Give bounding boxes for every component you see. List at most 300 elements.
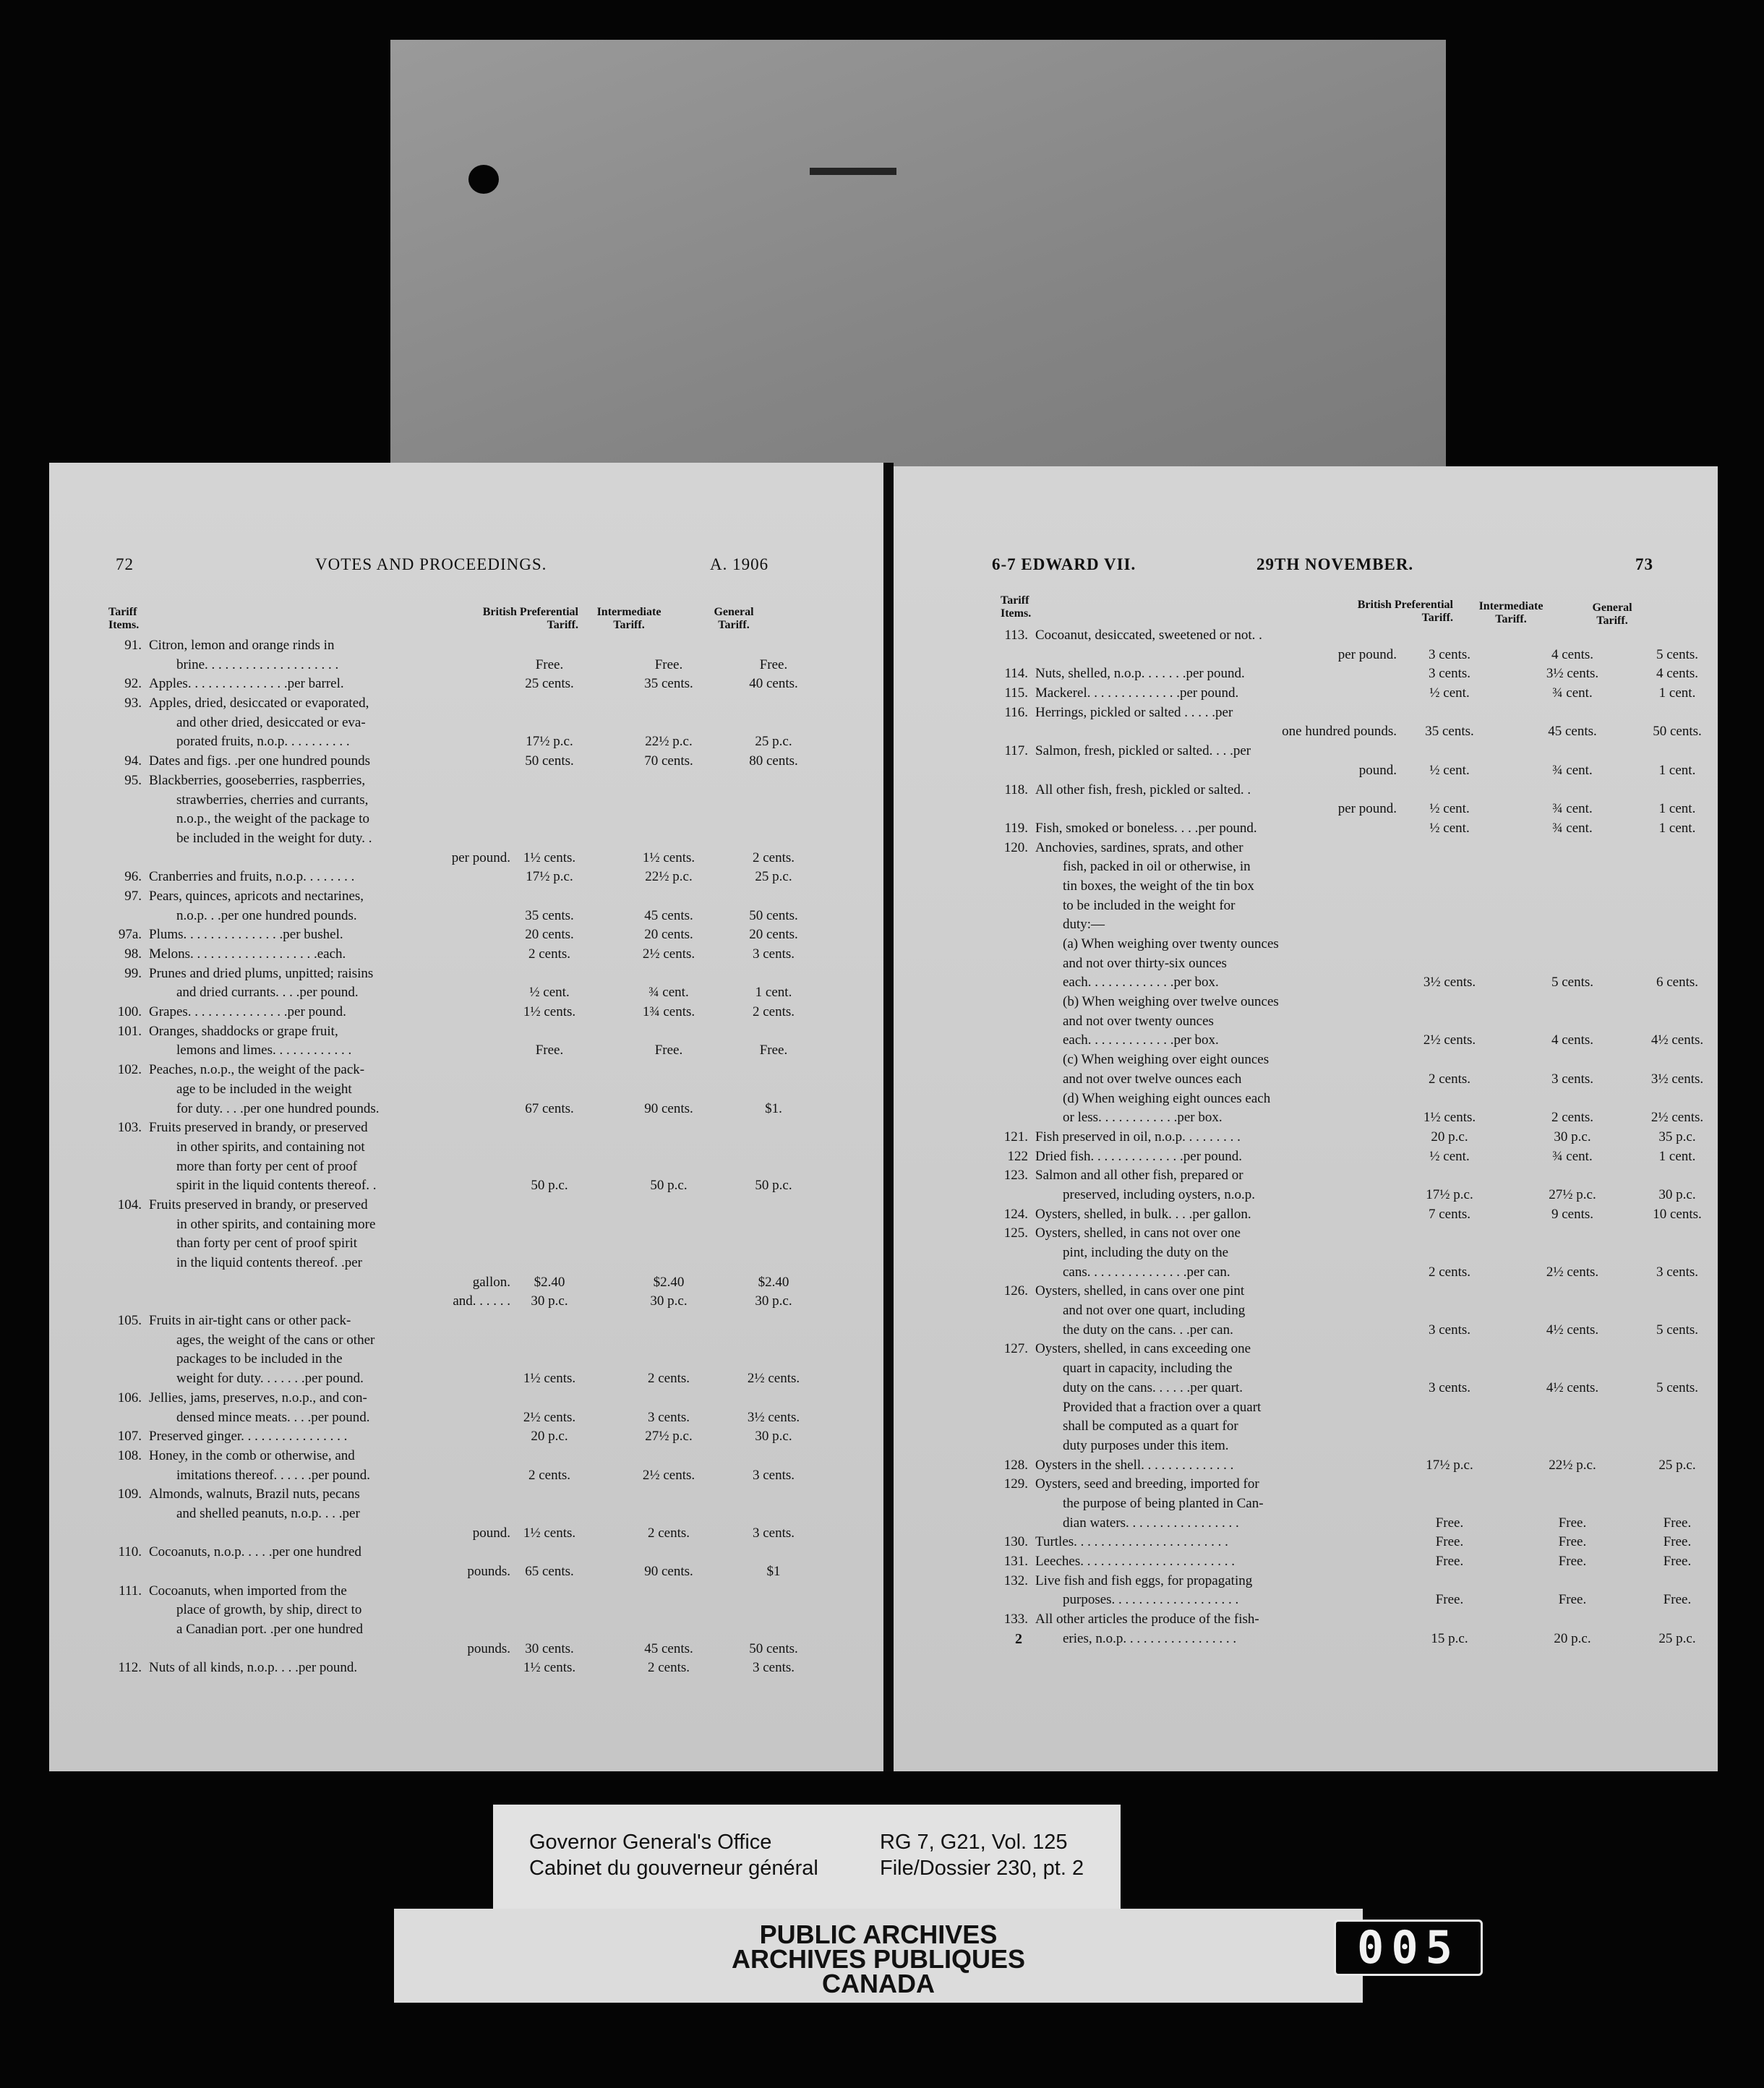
item-number: 128. — [1003, 1457, 1028, 1473]
item-description: Pears, quinces, apricots and nectarines, — [149, 888, 364, 904]
item-description: shall be computed as a quart for — [1063, 1419, 1238, 1434]
frame-counter: 005 — [1334, 1920, 1483, 1976]
item-description: each. . . . . . . . . . . . .per box. — [1063, 975, 1219, 990]
intermediate-rate: Free. — [1558, 1534, 1587, 1550]
item-description: and not over twenty ounces — [1063, 1013, 1214, 1029]
item-description: or less. . . . . . . . . . . .per box. — [1063, 1110, 1223, 1126]
british-rate: 2 cents. — [528, 946, 571, 962]
left-running-title: VOTES AND PROCEEDINGS. — [315, 555, 547, 573]
table-row — [990, 1070, 1704, 1090]
intermediate-rate: 22½ p.c. — [645, 734, 693, 750]
item-description: strawberries, cherries and currants, — [176, 792, 369, 808]
item-number: 100. — [117, 1004, 142, 1020]
item-number: 113. — [1004, 628, 1028, 643]
general-rate: 50 p.c. — [755, 1178, 792, 1194]
table-row — [990, 800, 1696, 819]
general-rate: 30 p.c. — [755, 1429, 792, 1445]
table-row — [990, 1514, 1692, 1533]
item-number: 109. — [117, 1486, 142, 1502]
intermediate-rate: ¾ cent. — [1552, 1148, 1593, 1164]
british-rate: 17½ p.c. — [1426, 1186, 1473, 1202]
table-row — [990, 1224, 1663, 1244]
item-description: All other fish, fresh, pickled or salted. . — [1035, 782, 1251, 797]
item-number: 106. — [117, 1390, 142, 1405]
item-number: 112. — [118, 1660, 142, 1676]
general-rate: 5 cents. — [1656, 1379, 1699, 1395]
item-description: and not over one quart, including — [1063, 1303, 1246, 1319]
general-rate: 2½ cents. — [747, 1371, 800, 1387]
table-row — [101, 1466, 795, 1486]
item-description: Nuts of all kinds, n.o.p. . . .per pound. — [149, 1660, 358, 1676]
british-rate: 2 cents. — [1428, 1264, 1471, 1280]
table-row — [990, 1610, 1663, 1630]
item-description: Oysters, shelled, in cans exceeding one — [1035, 1341, 1251, 1357]
item-description: Cocoanuts, when imported from the — [149, 1583, 347, 1599]
item-description: Fruits preserved in brandy, or preserved — [149, 1197, 368, 1212]
item-number: 132. — [1003, 1573, 1028, 1588]
item-number: 101. — [117, 1023, 142, 1039]
table-row — [990, 915, 1663, 935]
right-running-title: 6-7 EDWARD VII. — [992, 555, 1136, 573]
item-description: purposes. . . . . . . . . . . . . . . . . . . — [1063, 1592, 1239, 1608]
table-row — [101, 1158, 781, 1177]
item-number: 98. — [124, 946, 142, 962]
intermediate-rate: 45 cents. — [644, 1640, 693, 1656]
item-description: gallon. — [472, 1274, 510, 1290]
right-col-items: Tariff Items. — [1001, 594, 1032, 620]
item-description: pound. — [472, 1525, 510, 1541]
general-rate: 2 cents. — [752, 850, 795, 865]
general-rate: 50 cents. — [1653, 724, 1702, 740]
british-rate: 25 cents. — [525, 676, 574, 692]
general-rate: 3 cents. — [752, 946, 795, 962]
item-number: 93. — [124, 696, 142, 711]
item-description: densed mince meats. . . .per pound. — [176, 1409, 370, 1425]
table-row — [101, 887, 781, 907]
table-row — [101, 636, 781, 656]
item-description: Fish, smoked or boneless. . . .per pound. — [1035, 820, 1257, 836]
general-rate: Free. — [1663, 1554, 1692, 1569]
item-description: Salmon, fresh, pickled or salted. . . .per — [1035, 743, 1251, 759]
table-row — [990, 684, 1696, 703]
table-row — [101, 675, 798, 694]
table-row — [990, 1456, 1696, 1476]
table-row — [101, 1100, 781, 1119]
british-rate: 1½ cents. — [523, 1004, 576, 1020]
table-row — [990, 897, 1663, 916]
item-description: Cocoanut, desiccated, sweetened or not. . — [1035, 628, 1262, 643]
item-number: 104. — [117, 1197, 142, 1212]
signature-mark: 2 — [1015, 1631, 1022, 1647]
general-rate: 40 cents. — [749, 676, 798, 692]
table-row — [101, 1118, 781, 1138]
general-rate: $1 — [766, 1564, 781, 1579]
item-number: 120. — [1003, 839, 1028, 855]
general-rate: 3 cents. — [752, 1660, 795, 1676]
left-col-intermediate: Intermediate Tariff. — [596, 606, 662, 631]
item-number: 127. — [1003, 1341, 1028, 1357]
table-row — [990, 1398, 1663, 1418]
british-rate: ½ cent. — [1429, 762, 1470, 778]
item-description: Fruits preserved in brandy, or preserved — [149, 1120, 368, 1136]
general-rate: 6 cents. — [1656, 975, 1699, 990]
item-description: more than forty per cent of proof — [176, 1158, 358, 1174]
british-rate: 30 p.c. — [531, 1293, 568, 1309]
item-description: and dried currants. . . .per pound. — [176, 985, 359, 1001]
punch-hole — [468, 165, 499, 194]
archives-stamp — [394, 1909, 1363, 2003]
table-row — [101, 1138, 781, 1158]
item-number: 97a. — [118, 927, 142, 943]
general-rate: 1 cent. — [1658, 1148, 1696, 1164]
item-description: the duty on the cans. . .per can. — [1063, 1322, 1233, 1338]
item-description: and other dried, desiccated or eva- — [176, 714, 366, 730]
stamp-line-3: CANADA — [822, 1969, 935, 1998]
table-row — [101, 656, 788, 675]
table-row — [101, 1061, 781, 1080]
ink-mark — [810, 168, 896, 175]
intermediate-rate: 70 cents. — [644, 753, 693, 769]
item-description: imitations thereof. . . . . .per pound. — [176, 1467, 371, 1483]
item-description: per pound. — [1337, 646, 1397, 662]
table-row — [101, 1350, 781, 1369]
british-rate: 20 p.c. — [1431, 1129, 1468, 1144]
british-rate: 17½ p.c. — [1426, 1457, 1473, 1473]
item-description: Peaches, n.o.p., the weight of the pack- — [149, 1062, 365, 1078]
item-description: Oysters, seed and breeding, imported for — [1035, 1476, 1259, 1492]
item-number: 122 — [1007, 1148, 1028, 1164]
table-row — [101, 1505, 781, 1524]
general-rate: 2½ cents. — [1650, 1110, 1704, 1126]
left-year: A. 1906 — [710, 555, 769, 573]
general-rate: Free. — [1663, 1515, 1692, 1531]
intermediate-rate: 4 cents. — [1551, 646, 1594, 662]
intermediate-rate: 27½ p.c. — [1549, 1186, 1596, 1202]
item-description: duty:— — [1063, 917, 1105, 933]
table-row — [990, 839, 1663, 858]
table-row — [101, 810, 781, 829]
table-row — [990, 954, 1663, 974]
table-row — [990, 722, 1702, 742]
general-rate: 50 cents. — [749, 907, 798, 923]
item-description: and shelled peanuts, n.o.p. . . .per — [176, 1505, 360, 1521]
item-description: to be included in the weight for — [1063, 897, 1236, 913]
item-number: 114. — [1004, 666, 1028, 682]
item-number: 130. — [1003, 1534, 1028, 1550]
british-rate: 3 cents. — [1428, 1379, 1471, 1395]
table-row — [990, 973, 1699, 993]
item-description: Nuts, shelled, n.o.p. . . . . . .per pound. — [1035, 666, 1245, 682]
general-rate: 1 cent. — [755, 985, 792, 1001]
item-number: 105. — [117, 1313, 142, 1329]
item-number: 108. — [117, 1447, 142, 1463]
british-rate: ½ cent. — [1429, 1148, 1470, 1164]
item-number: 129. — [1003, 1476, 1028, 1492]
table-row — [990, 935, 1663, 954]
table-row — [990, 1552, 1692, 1572]
general-rate: 2 cents. — [752, 1004, 795, 1020]
item-number: 96. — [124, 869, 142, 885]
british-rate: 1½ cents. — [523, 850, 576, 865]
table-row — [990, 857, 1663, 877]
table-row — [101, 829, 781, 849]
british-rate: 3 cents. — [1428, 1322, 1471, 1338]
table-row — [990, 761, 1696, 781]
table-row — [101, 1273, 789, 1293]
table-row — [101, 849, 795, 868]
table-row — [101, 1254, 781, 1273]
table-row — [101, 1080, 781, 1100]
item-number: 97. — [124, 888, 142, 904]
table-row — [990, 1359, 1663, 1379]
item-description: cans. . . . . . . . . . . . . . .per can. — [1063, 1264, 1230, 1280]
page-gutter — [883, 463, 894, 1771]
item-description: Citron, lemon and orange rinds in — [149, 638, 335, 653]
general-rate: Free. — [759, 656, 788, 672]
table-row — [990, 1533, 1692, 1552]
british-rate: 1½ cents. — [523, 1371, 576, 1387]
item-description: All other articles the produce of the fish- — [1035, 1612, 1259, 1627]
table-row — [990, 1630, 1696, 1649]
item-description: Herrings, pickled or salted . . . . .per — [1035, 704, 1233, 720]
general-rate: 4½ cents. — [1650, 1032, 1704, 1048]
item-description: Apples. . . . . . . . . . . . . . .per barrel. — [149, 676, 344, 692]
item-description: and. . . . . . — [453, 1293, 510, 1309]
table-row — [990, 703, 1663, 723]
table-row — [990, 1244, 1663, 1263]
general-rate: 3 cents. — [752, 1525, 795, 1541]
intermediate-rate: ¾ cent. — [1552, 762, 1593, 778]
general-rate: 3½ cents. — [1650, 1071, 1704, 1087]
table-row — [101, 1408, 800, 1428]
intermediate-rate: 3 cents. — [1551, 1071, 1594, 1087]
item-number: 116. — [1004, 704, 1028, 720]
table-row — [990, 1379, 1699, 1398]
british-rate: 2 cents. — [1428, 1071, 1471, 1087]
item-description: Fish preserved in oil, n.o.p. . . . . . . . . — [1035, 1129, 1241, 1144]
table-row — [101, 1601, 781, 1620]
item-number: 133. — [1003, 1612, 1028, 1627]
item-description: (c) When weighing over eight ounces — [1063, 1052, 1270, 1068]
british-rate: Free. — [535, 656, 564, 672]
british-rate: 1½ cents. — [1423, 1110, 1476, 1126]
intermediate-rate: Free. — [1558, 1554, 1587, 1569]
table-row — [990, 1128, 1696, 1147]
item-description: (d) When weighing eight ounces each — [1063, 1090, 1271, 1106]
general-rate: Free. — [759, 1043, 788, 1058]
table-row — [101, 694, 781, 714]
british-rate: 67 cents. — [525, 1100, 574, 1116]
intermediate-rate: 2½ cents. — [1546, 1264, 1599, 1280]
general-rate: Free. — [1663, 1534, 1692, 1550]
british-rate: 3 cents. — [1428, 646, 1471, 662]
general-rate: 1 cent. — [1658, 685, 1696, 701]
item-description: (b) When weighing over twelve ounces — [1063, 994, 1279, 1010]
british-rate: 2 cents. — [528, 1467, 571, 1483]
general-rate: 3½ cents. — [747, 1409, 800, 1425]
item-number: 119. — [1004, 820, 1028, 836]
item-description: in other spirits, and containing not — [176, 1139, 365, 1155]
british-rate: ½ cent. — [1429, 685, 1470, 701]
intermediate-rate: 3 cents. — [647, 1409, 690, 1425]
table-row — [990, 1051, 1663, 1070]
general-rate: 5 cents. — [1656, 1322, 1699, 1338]
intermediate-rate: Free. — [654, 1043, 683, 1058]
item-description: n.o.p., the weight of the package to — [176, 811, 369, 827]
item-description: Mackerel. . . . . . . . . . . . . .per pound. — [1035, 685, 1239, 701]
item-description: in other spirits, and containing more — [176, 1216, 376, 1232]
archive-reference-label — [493, 1805, 1121, 1913]
british-rate: Free. — [1435, 1534, 1464, 1550]
item-number: 103. — [117, 1120, 142, 1136]
intermediate-rate: 4 cents. — [1551, 1032, 1594, 1048]
table-row — [990, 1263, 1699, 1283]
general-rate: 80 cents. — [749, 753, 798, 769]
intermediate-rate: Free. — [654, 656, 683, 672]
intermediate-rate: 3½ cents. — [1546, 666, 1599, 682]
item-description: than forty per cent of proof spirit — [176, 1236, 358, 1251]
table-row — [101, 1659, 795, 1678]
table-row — [990, 1090, 1663, 1109]
intermediate-rate: 35 cents. — [644, 676, 693, 692]
item-description: fish, packed in oil or otherwise, in — [1063, 859, 1251, 875]
item-description: Cranberries and fruits, n.o.p. . . . . . . . — [149, 869, 355, 885]
item-description: tin boxes, the weight of the tin box — [1063, 878, 1254, 894]
item-description: Live fish and fish eggs, for propagating — [1035, 1573, 1253, 1588]
table-row — [990, 1012, 1663, 1032]
general-rate: 20 cents. — [749, 927, 798, 943]
british-rate: 35 cents. — [1425, 724, 1474, 740]
british-rate: 17½ p.c. — [526, 734, 573, 750]
table-row — [101, 1543, 781, 1562]
british-rate: 20 cents. — [525, 927, 574, 943]
table-row — [990, 993, 1663, 1012]
item-number: 123. — [1003, 1168, 1028, 1184]
office-english: Governor General's Office — [529, 1831, 772, 1854]
british-rate: 35 cents. — [525, 907, 574, 923]
british-rate: Free. — [535, 1043, 564, 1058]
item-description: and not over thirty-six ounces — [1063, 955, 1227, 971]
general-rate: 1 cent. — [1658, 801, 1696, 817]
item-description: Jellies, jams, preserves, n.o.p., and con- — [149, 1390, 367, 1405]
item-description: Cocoanuts, n.o.p. . . . .per one hundred — [149, 1544, 361, 1560]
table-row — [101, 1447, 781, 1466]
right-col-intermediate: Intermediate Tariff. — [1478, 600, 1544, 625]
intermediate-rate: 22½ p.c. — [645, 869, 693, 885]
british-rate: 2½ cents. — [523, 1409, 576, 1425]
table-row — [101, 1215, 781, 1235]
item-description: age to be included in the weight — [176, 1081, 352, 1097]
item-description: Apples, dried, desiccated or evaporated, — [149, 696, 369, 711]
table-row — [101, 964, 781, 984]
item-description: per pound. — [1337, 801, 1397, 817]
envelope-background — [390, 40, 1446, 474]
item-description: Almonds, walnuts, Brazil nuts, pecans — [149, 1486, 360, 1502]
item-description: Plums. . . . . . . . . . . . . . .per bushel. — [149, 927, 343, 943]
record-group-reference: RG 7, G21, Vol. 125 — [880, 1831, 1068, 1854]
intermediate-rate: 45 cents. — [1548, 724, 1597, 740]
general-rate: 3 cents. — [752, 1467, 795, 1483]
general-rate: 3 cents. — [1656, 1264, 1699, 1280]
item-description: one hundred pounds. — [1282, 724, 1397, 740]
item-description: Fruits in air-tight cans or other pack- — [149, 1313, 351, 1329]
table-row — [990, 742, 1663, 761]
table-row — [101, 1022, 781, 1042]
table-row — [101, 1582, 781, 1601]
intermediate-rate: 30 p.c. — [1554, 1129, 1591, 1144]
table-row — [101, 1234, 781, 1254]
intermediate-rate: 2½ cents. — [642, 946, 695, 962]
table-row — [101, 732, 792, 752]
general-rate: 5 cents. — [1656, 646, 1699, 662]
general-rate: 30 p.c. — [755, 1293, 792, 1309]
item-description: and not over twelve ounces each — [1063, 1071, 1242, 1087]
british-rate: 2½ cents. — [1423, 1032, 1476, 1048]
right-date: 29TH NOVEMBER. — [1256, 555, 1414, 573]
item-number: 121. — [1003, 1129, 1028, 1144]
british-rate: ½ cent. — [1429, 820, 1470, 836]
table-row — [101, 1292, 792, 1312]
table-row — [990, 1166, 1663, 1186]
intermediate-rate: Free. — [1558, 1515, 1587, 1531]
british-rate: 50 p.c. — [531, 1178, 568, 1194]
table-row — [101, 1524, 795, 1544]
item-number: 118. — [1004, 782, 1028, 797]
item-description: Oranges, shaddocks or grape fruit, — [149, 1023, 338, 1039]
item-number: 91. — [124, 638, 142, 653]
british-rate: ½ cent. — [529, 985, 570, 1001]
table-row — [101, 1331, 781, 1351]
table-row — [101, 752, 798, 771]
item-description: spirit in the liquid contents thereof. . — [176, 1178, 377, 1194]
item-description: (a) When weighing over twenty ounces — [1063, 936, 1279, 951]
british-rate: 1½ cents. — [523, 1525, 576, 1541]
table-row — [101, 1312, 781, 1331]
intermediate-rate: 20 cents. — [644, 927, 693, 943]
item-description: a Canadian port. .per one hundred — [176, 1622, 363, 1638]
british-rate: 30 cents. — [525, 1640, 574, 1656]
item-number: 125. — [1003, 1225, 1028, 1241]
table-row — [990, 781, 1663, 800]
item-description: eries, n.o.p. . . . . . . . . . . . . . . . . — [1063, 1630, 1237, 1646]
right-page-number: 73 — [1635, 555, 1653, 573]
item-description: duty on the cans. . . . . .per quart. — [1063, 1379, 1243, 1395]
intermediate-rate: ¾ cent. — [1552, 801, 1593, 817]
item-number: 115. — [1004, 685, 1028, 701]
item-description: Melons. . . . . . . . . . . . . . . . . . .each. — [149, 946, 346, 962]
item-description: pounds. — [467, 1640, 510, 1656]
general-rate: 1 cent. — [1658, 762, 1696, 778]
right-col-british: British Preferential Tariff. — [1357, 599, 1453, 624]
item-description: be included in the weight for duty. . — [176, 830, 372, 846]
item-description: Oysters, shelled, in bulk. . . .per gallon. — [1035, 1206, 1251, 1222]
item-number: 111. — [119, 1583, 142, 1599]
table-row — [101, 983, 792, 1003]
british-rate: Free. — [1435, 1592, 1464, 1608]
table-row — [990, 1301, 1663, 1321]
table-row — [101, 714, 781, 733]
table-row — [990, 1321, 1699, 1340]
intermediate-rate: 9 cents. — [1551, 1206, 1594, 1222]
intermediate-rate: ¾ cent. — [1552, 820, 1593, 836]
intermediate-rate: 2 cents. — [1551, 1110, 1594, 1126]
item-description: brine. . . . . . . . . . . . . . . . . . . . — [176, 656, 339, 672]
british-rate: 1½ cents. — [523, 1660, 576, 1676]
table-row — [990, 1031, 1704, 1051]
table-row — [990, 1475, 1663, 1494]
left-col-items: Tariff Items. — [108, 606, 140, 631]
intermediate-rate: 90 cents. — [644, 1564, 693, 1579]
